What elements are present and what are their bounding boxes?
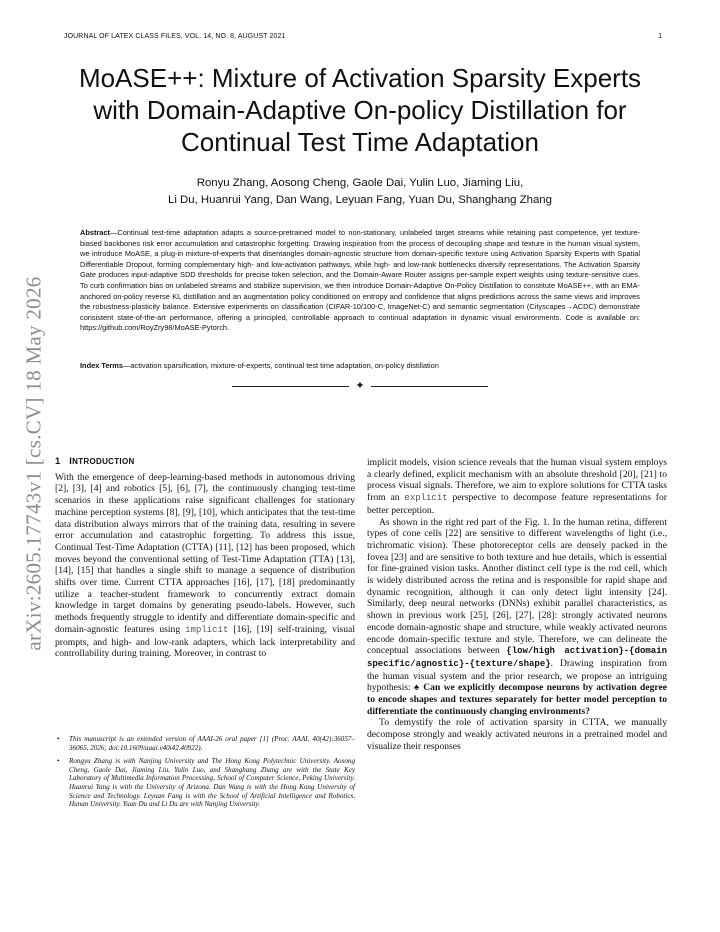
right-paragraph-1 [367, 457, 667, 517]
abstract-text: —Continual test-time adaptation adapts a source-pretrained model to non-stationary, unlabeled target streams while retaining past competence, yet texture-biased backbones risk error accumulation and catastrophic forgetting. Drawing inspiration from the process of decoupling shape and texture in the human visual system, we introduce MoASE, a plug-in mixture-of-experts that disentangles domain-agnostic structure from domain-specific texture using Activation Sparsity Experts with Spatial Differentiable Dropout, forming complementary high- and low-activation pathways, while high- and low-rank bottlenecks diversify representations. The Activation Sparsity Gate produces input-adaptive SDD thresholds for precise token selection, and the Domain-Aware Router assigns per-sample expert weights using texture-sensitive cues. To curb confirmation bias on unlabeled streams and stabilize supervision, we then introduce Domain-Adaptive On-Policy Distillation to constitute MoASE++, with an EMA-anchored on-policy reverse KL distillation and an augmentation policy conditioned on entropy and confidence that aligns predictions across the same views and improves the robustness-plasticity balance. Extensive experiments on classification (CIFAR-10/100-C, ImageNet-C) and semantic segmentation (Cityscapes→ACDC) demonstrate consistent state-of-the-art performance, offering a principled, controllable approach to continual adaptation in dynamic visual environments. Code is available on: https://github.com/RoyZry98/MoASE-Pytorch. [80, 228, 640, 333]
abstract [80, 228, 640, 334]
index-terms-text: —activation sparsification, mixture-of-experts, continual test time adaptation, on-policy distillation [123, 361, 439, 370]
intro-paragraph-1 [55, 472, 355, 660]
implicit-keyword: implicit [185, 624, 229, 635]
footnote-1 [55, 735, 355, 752]
divider-ornament-icon: ✦ [355, 380, 365, 392]
paper-title: MoASE++: Mixture of Activation Sparsity Experts with Domain-Adaptive On-policy Distillation for Continual Test Time Adaptation [78, 63, 642, 157]
right-paragraph-1-text-a: implicit models, vision science reveals that the human visual system employs a clearly defined, explicit mechanism with an absolute threshold [20], [21] to process visual signals. Therefore, we aim to explore solutions for CTTA tasks from an [367, 457, 667, 504]
right-paragraph-3-text: To demystify the role of activation sparsity in CTTA, we manually decompose strongly and weakly activated neurons in a pretrained model and visualize their responses [367, 717, 667, 752]
section-divider [232, 380, 488, 392]
footnote-2-text: Rongyu Zhang is with Nanjing University and The Hong Kong Polytechnic University. Aosong Cheng, Gaole Dai, Jiaming Liu, Yulin Luo, and Shanghang Zhang are with the State Key Laboratory of Multimedia Information Processing, School of Computer Science, Peking University. Huanrui Yang is with the University of Arizona. Dan Wang is with the Hong Kong University of Science and Technology. Leyuan Fang is with the School of Artificial Intelligence and Robotics, Hunan University. Yuan Du and Li Du are with Nanjing University. [69, 757, 355, 809]
footnotes [55, 735, 355, 814]
section-heading [55, 455, 355, 468]
spade-icon: ♠ [413, 682, 420, 694]
arxiv-identifier-stamp: arXiv:2605.17743v1 [cs.CV] 18 May 2026 [21, 276, 46, 651]
divider-line-right [371, 386, 488, 387]
research-question: Can we explicitly decompose neurons by activation degree to encode shapes and textures separately for better model perception to differentiate the continuously changing environments? [367, 682, 667, 717]
explicit-keyword: explicit [404, 493, 448, 504]
right-paragraph-3 [367, 717, 667, 752]
section-number: 1 [55, 455, 61, 466]
abstract-label: Abstract [80, 228, 110, 237]
footnote-1-text: This manuscript is an extended version of AAAI-26 oral paper [1] (Proc. AAAI, 40(42):36057–36065, 2026; doi:10.1609/aaai.v40i42.40922). [69, 735, 355, 752]
author-list [60, 175, 660, 209]
right-paragraph-2 [367, 517, 667, 718]
divider-line-left [232, 386, 349, 387]
right-column [367, 457, 667, 753]
footnote-2 [55, 757, 355, 809]
right-paragraph-2-text-b: . Drawing inspiration from the human visual system and the prior research, we propose an intriguing hypothesis: [367, 657, 667, 694]
running-head: JOURNAL OF LATEX CLASS FILES, VOL. 14, NO. 8, AUGUST 2021 [64, 33, 286, 40]
left-column [55, 455, 355, 660]
intro-paragraph-1-text-b: [16], [19] self-training, visual prompts, and high- and low-rank adapters, which lack interpretability and controllability during training. Moreover, in contrast to [55, 623, 355, 660]
section-title-rest: NTRODUCTION [72, 457, 135, 466]
section-title-initial: I [69, 455, 73, 466]
association-formula: {low/high activation}-{domain specific/agnostic}-{texture/shape} [367, 646, 667, 669]
right-paragraph-2-text-a: As shown in the right red part of the Fig. 1. In the human retina, different types of cone cells [22] are sensitive to different wavelengths of light (i.e., trichromatic vision). These photoreceptor cells are densely packed in the fovea [23] and are sensitive to both texture and hue details, which is essential for fine-grained vision tasks. Another distinct cell type is the rod cell, which is widely distributed across the retina and is responsible for rapid shape and dynamic recognition, although it can only detect light intensity [24]. Similarly, deep neural networks (DNNs) exhibit parallel characteristics, as shown in previous work [25], [26], [27], [28]: strongly activated neurons encode domain-agnostic shape and structure, while weakly activated neurons encode domain-specific texture and style. Therefore, we can delineate the conceptual associations between [367, 516, 667, 657]
right-paragraph-1-text-b: perspective to decompose feature representations for better perception. [367, 492, 667, 516]
author-line-2: Li Du, Huanrui Yang, Dan Wang, Leyuan Fang, Yuan Du, Shanghang Zhang [168, 194, 552, 206]
index-terms-label: Index Terms [80, 361, 123, 370]
intro-paragraph-1-text-a: With the emergence of deep-learning-based methods in autonomous driving [2], [3], [4] and robotics [5], [6], [7], the continuously changing test-time scenarios in these applications raise significant challenges for stationary machine perception systems [8], [9], [10], which anticipates that the test-time data distribution always mirrors that of the training data, resulting in severe error accumulation and catastrophic forgetting. To address this issue, Continual Test-Time Adaptation (CTTA) [11], [12] has been proposed, which moves beyond the conventional setting of Test-Time Adaptation (TTA) [13], [14], [15] that handles a single shift to manage a sequence of distribution shifts over time. Current CTTA approaches [16], [17], [18] predominantly utilize a teacher-student framework to concurrently extract domain knowledge in target domains by generating pseudo-labels. However, such methods frequently struggle to identify and differentiate domain-specific and domain-agnostic features using [55, 471, 355, 635]
index-terms [80, 361, 640, 372]
author-line-1: Ronyu Zhang, Aosong Cheng, Gaole Dai, Yulin Luo, Jiaming Liu, [196, 177, 524, 189]
footnote-bullet-icon: • [57, 757, 60, 766]
footnote-bullet-icon: • [57, 735, 60, 743]
page-number: 1 [658, 33, 662, 40]
